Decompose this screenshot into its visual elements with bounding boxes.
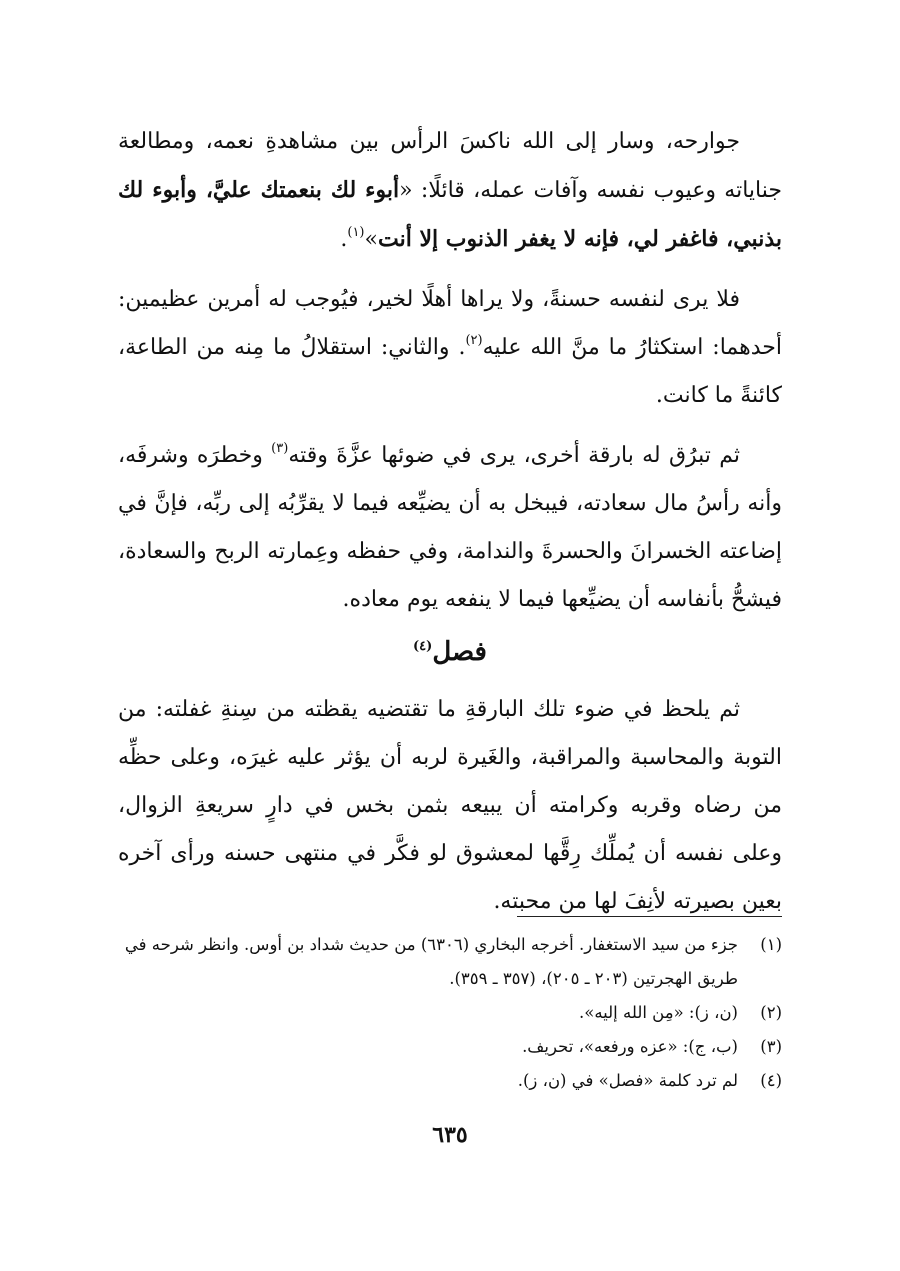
footnote-3: [118, 1030, 782, 1064]
istighfar-quote: أبوء لك بنعمتك عليَّ، وأبوء لك بذنبي، فاغفر لي، فإنه لا يغفر الذنوب إلا أنت: [118, 177, 782, 252]
paragraph-gap: [118, 264, 782, 276]
paragraph-3: [118, 432, 782, 624]
section-heading-text: فصل: [432, 637, 487, 667]
paragraph-2-text-a: فلا يرى لنفسه حسنةً، ولا يراها أهلًا لخير، فيُوجب له أمرين عظيمين: أحدهما: استكثارُ ما منَّ الله عليه: [118, 287, 782, 360]
footnote-number: (٢): [760, 1003, 782, 1022]
page-number: ٦٣٥: [432, 1122, 468, 1148]
main-text: [118, 118, 782, 926]
footnotes: [118, 928, 782, 1098]
footnote-ref-3[interactable]: (٣): [271, 441, 289, 456]
footnote-number: (٣): [760, 1037, 782, 1056]
paragraph-1-text-d: .: [340, 227, 348, 252]
footnote-1: [118, 928, 782, 996]
footnote-text: (ب، ج): «عزه ورفعه»، تحريف.: [522, 1037, 738, 1056]
footnote-ref-4[interactable]: (٤): [413, 639, 433, 654]
paragraph-gap: [118, 420, 782, 432]
paragraph-1-text-a: جوارحه، وسار إلى الله ناكسَ الرأس بين مشاهدةِ نعمه، ومطالعة جناياته وعيوب نفسه وآفات عمله، قائلًا: «: [118, 129, 782, 203]
footnote-4: [118, 1064, 782, 1098]
footnote-divider: [517, 916, 782, 917]
section-heading: [118, 628, 782, 676]
paragraph-4-text: ثم يلحظ في ضوء تلك البارقةِ ما تقتضيه يقظته من سِنةِ غفلته: من التوبة والمحاسبة والمراقبة، والغَيرة لربه أن يؤثر عليه غيرَه، وعلى حظِّه من رضاه وقربه وكرامته أن يبيعه بثمن بخس في دارٍ سريعةِ الزوال، وعلى نفسه أن يُملِّك رِقَّها لمعشوق لو فكَّر في منتهى حسنه ورأى آخره بعين بصيرته لأنِفَ لها من محبته.: [118, 697, 782, 914]
footnote-ref-2[interactable]: (٢): [465, 333, 483, 348]
footnote-number: (١): [760, 935, 782, 954]
paragraph-2-text-b: . والثاني: استقلالُ ما مِنه من الطاعة، كائنةً ما كانت.: [118, 335, 782, 408]
paragraph-1: [118, 118, 782, 264]
footnote-number: (٤): [760, 1071, 782, 1090]
footnote-text: لم ترد كلمة «فصل» في (ن، ز).: [517, 1071, 738, 1090]
footnote-text: جزء من سيد الاستغفار. أخرجه البخاري (٦٣٠٦) من حديث شداد بن أوس. وانظر شرحه في طريق الهجرتين (٢٠٣ ـ ٢٠٥)، (٣٥٧ ـ ٣٥٩).: [124, 935, 738, 988]
footnote-text: (ن، ز): «مِن الله إليه».: [578, 1003, 738, 1022]
paragraph-3-text-b: وخطرَه وشرفَه، وأنه رأسُ مال سعادته، فيبخل به أن يضيِّعه فيما لا يقرِّبُه إلى ربِّه، فإنَّ في إضاعته الخسرانَ والحسرةَ والندامة، وفي حفظه وعِمارته الربح والسعادة، فيشحُّ بأنفاسه أن يضيِّعها فيما لا ينفعه يوم معاده.: [118, 443, 782, 612]
footnote-2: [118, 996, 782, 1030]
paragraph-2: [118, 276, 782, 420]
paragraph-4: [118, 686, 782, 926]
paragraph-1-text-c: »: [364, 227, 378, 252]
paragraph-3-text-a: ثم تبرُق له بارقة أخرى، يرى في ضوئها عزَّةَ وقته: [288, 443, 740, 468]
footnote-ref-1[interactable]: (١): [347, 225, 365, 240]
